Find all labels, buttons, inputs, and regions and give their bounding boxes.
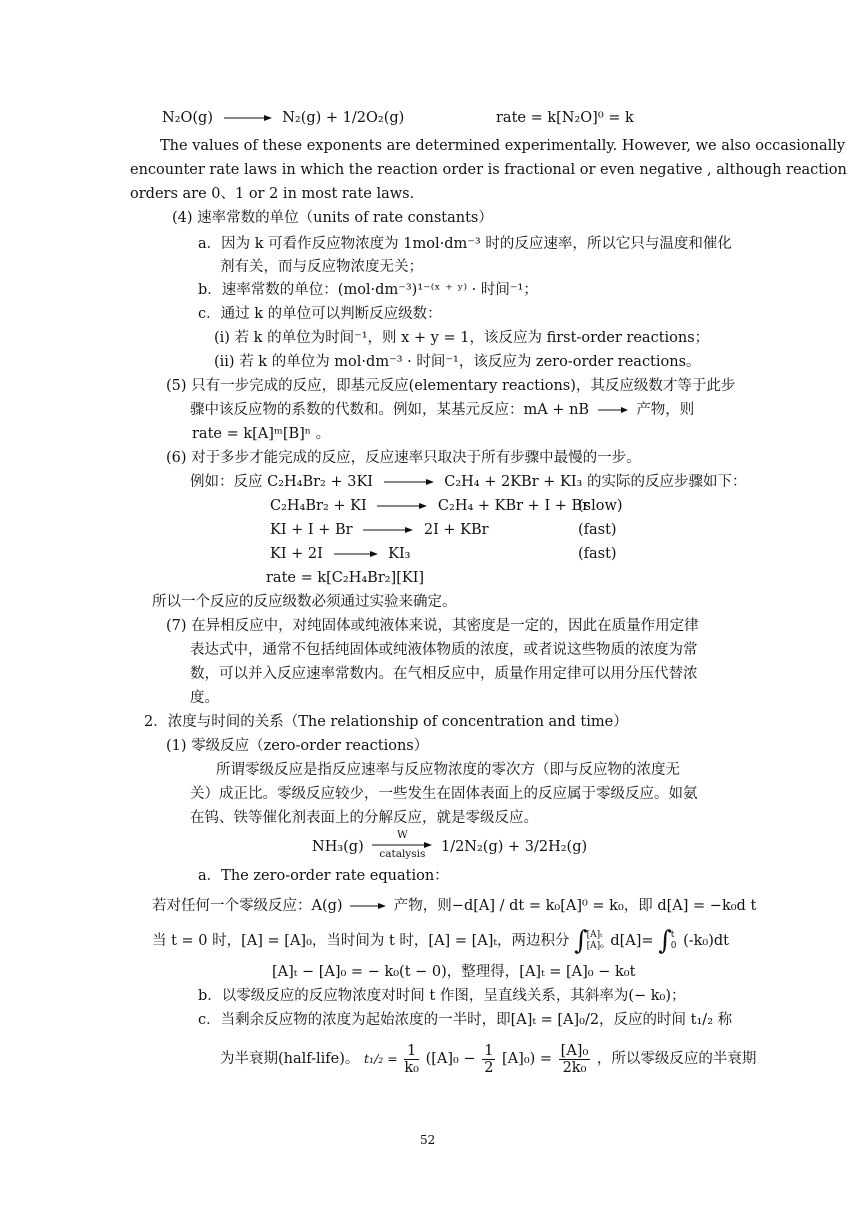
step-speed-1: (slow)	[578, 498, 623, 514]
paragraph-line: The values of these exponents are determined experimentally. However, we also occasionally	[160, 138, 846, 154]
rate-law-elementary: rate = k[A]ᵐ[B]ⁿ 。	[192, 426, 331, 442]
sub-item-ii: (ii) 若 k 的单位为 mol·dm⁻³ · 时间⁻¹，该反应为 zero-order reactions。	[214, 354, 701, 370]
step-speed-3: (fast)	[578, 546, 617, 562]
reaction-arrow-icon	[334, 550, 378, 558]
fraction: $\frac{\text{[A]₀}}{\text{2k₀}}$	[560, 1042, 589, 1076]
section-heading-4: (4) 速率常数的单位（units of rate constants）	[172, 210, 493, 226]
list-item-a-continued: 剂有关，而与反应物浓度无关；	[220, 259, 423, 275]
paragraph-line: 关）成正比。零级反应较少，一些发生在固体表面上的反应属于零级反应。如氨	[190, 786, 698, 802]
reaction-step-1: C₂H₄Br₂ + KI C₂H₄ + KBr + I + Br	[270, 498, 590, 514]
sub-item-i: (i) 若 k 的单位为时间⁻¹，则 x + y = 1，该反应为 first-order reactions；	[214, 330, 710, 346]
equation-nh3-decomposition: NH₃(g) W catalysis 1/2N₂(g) + 3/2H₂(g)	[312, 829, 588, 860]
example-reaction-line: 例如：反应 C₂H₄Br₂ + 3KI C₂H₄ + 2KBr + KI₃ 的实际的反应步骤如下：	[190, 474, 747, 490]
list-item-a: a．因为 k 可看作反应物浓度为 1mol·dm⁻³ 时的反应速率，所以它只与温度和催化	[198, 236, 732, 252]
elementary-reaction-line: 骤中该反应物的系数的代数和。例如，某基元反应：mA + nB 产物，则	[190, 402, 695, 418]
integral-limits: [A]ₜ [A]₀	[586, 930, 604, 951]
list-item-zero-order-b: b．以零级反应的反应物浓度对时间 t 作图，呈直线关系，其斜率为(− k₀)；	[198, 988, 686, 1004]
subsection-heading-zero-order: (1) 零级反应（zero-order reactions）	[166, 738, 429, 754]
integral-sign-icon: ∫	[574, 926, 588, 956]
section-heading-6: (6) 对于多步才能完成的反应，反应速率只取决于所有步骤中最慢的一步。	[166, 450, 641, 466]
equation-n2o-decomposition: N₂O(g) N₂(g) + 1/2O₂(g)	[162, 110, 405, 126]
reaction-arrow-icon	[377, 502, 427, 510]
paragraph-line: encounter rate laws in which the reaction order is fractional or even negative , although reaction	[130, 162, 847, 178]
paragraph-line: 表达式中，通常不包括纯固体或纯液体物质的浓度，或者说这些物质的浓度为常	[190, 642, 698, 658]
paragraph-line: 数，可以并入反应速率常数内。在气相反应中，质量作用定律可以用分压代替浓	[190, 666, 698, 682]
integral-limits: t 0	[670, 930, 677, 951]
section-heading-2: 2．浓度与时间的关系（The relationship of concentration and time）	[144, 714, 628, 730]
section-heading-7: (7) 在异相反应中，对纯固体或纯液体来说，其密度是一定的，因此在质量作用定律	[166, 618, 699, 634]
step-speed-2: (fast)	[578, 522, 617, 538]
fraction: $\frac{1}{2}$	[484, 1042, 494, 1076]
rate-law-n2o: rate = k[N₂O]⁰ = k	[496, 110, 634, 126]
reaction-arrow-icon	[384, 478, 434, 486]
reaction-step-2: KI + I + Br 2I + KBr	[270, 522, 489, 538]
paragraph-line: orders are 0、1 or 2 in most rate laws.	[130, 186, 415, 202]
rate-law-overall: rate = k[C₂H₄Br₂][KI]	[266, 570, 425, 586]
paragraph-line: 在钨、铁等催化剂表面上的分解反应，就是零级反应。	[190, 810, 538, 826]
integration-line: 当 t = 0 时，[A] = [A]₀，当时间为 t 时，[A] = [A]ₜ，两边积分 ∫ [A]ₜ [A]₀ d[A]= ∫ t 0 (-k₀)dt	[152, 926, 729, 956]
page-number: 52	[420, 1133, 436, 1147]
conclusion-line: 所以一个反应的反应级数必须通过实验来确定。	[152, 594, 457, 610]
paragraph-line: 所谓零级反应是指反应速率与反应物浓度的零次方（即与反应物的浓度无	[216, 762, 680, 778]
reaction-arrow-icon	[350, 902, 386, 910]
reaction-arrow-icon	[224, 114, 272, 122]
section-heading-5: (5) 只有一步完成的反应，即基元反应(elementary reactions)，其反应级数才等于此步	[166, 378, 736, 394]
integral-sign-icon: ∫	[658, 926, 672, 956]
reaction-step-3: KI + 2I KI₃	[270, 546, 411, 562]
zero-order-definition: 若对任何一个零级反应：A(g) 产物，则−d[A] / dt = k₀[A]⁰ = k₀，即 d[A] = −k₀d t	[152, 898, 757, 914]
paragraph-line: 度。	[190, 690, 219, 706]
reaction-arrow-icon	[598, 406, 628, 414]
reaction-arrow-icon	[363, 526, 413, 534]
list-item-c: c．通过 k 的单位可以判断反应级数：	[198, 306, 442, 322]
list-item-zero-order-a: a．The zero-order rate equation：	[198, 868, 449, 884]
list-item-zero-order-c: c．当剩余反应物的浓度为起始浓度的一半时，即[A]ₜ = [A]₀/2，反应的时间 t₁/₂ 称	[198, 1012, 733, 1028]
catalyzed-arrow: W catalysis	[372, 830, 432, 860]
integrated-rate-law: [A]ₜ − [A]₀ = − k₀(t − 0)，整理得，[A]ₜ = [A]₀ − k₀t	[272, 964, 636, 980]
fraction: $\frac{1}{\text{k₀}}$	[404, 1042, 419, 1076]
half-life-equation: 为半衰期(half-life)。 t₁/₂ = $\frac{1}{\text{k₀}}$ ([A]₀ − $\frac{1}{2}$ [A]₀) = $\frac{\text{[A]₀}}{\text{2k₀}}$ ，所以零级反应的半衰期	[220, 1042, 757, 1076]
list-item-b: b．速率常数的单位：(mol·dm⁻³)¹⁻⁽ˣ ⁺ ʸ⁾ · 时间⁻¹；	[198, 282, 538, 298]
